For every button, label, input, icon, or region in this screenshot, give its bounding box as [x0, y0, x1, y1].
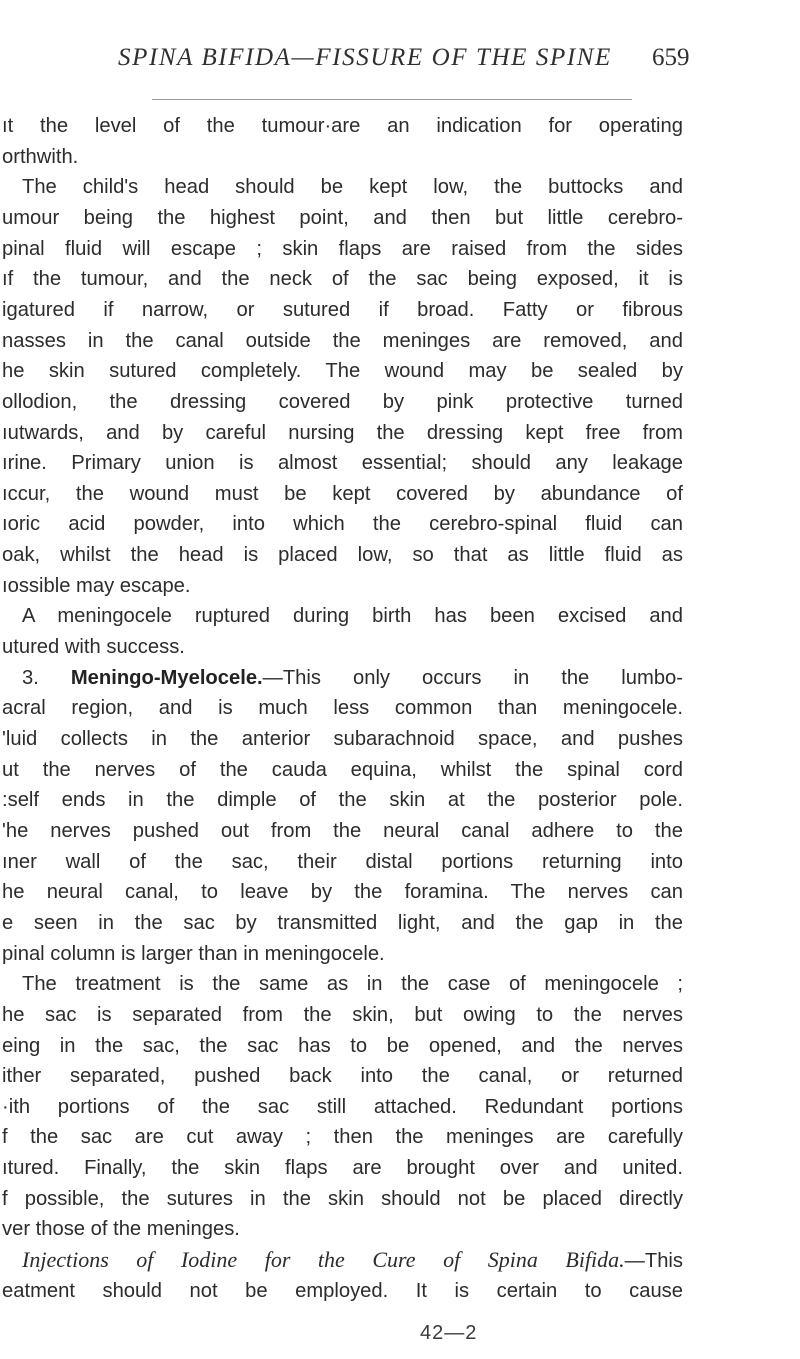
text-line: ıossible may escape.	[2, 574, 191, 597]
text-line: umour being the highest point, and then but little cerebro-	[2, 206, 683, 229]
text-line: ut the nerves of the cauda equina, whilst the spinal cord	[2, 758, 683, 781]
section-number: 3.	[22, 666, 71, 689]
text-line: ıoric acid powder, into which the cerebro-spinal fluid can	[2, 513, 683, 536]
text-line: pinal column is larger than in meningocele.	[2, 942, 385, 965]
text-line: ıccur, the wound must be kept covered by abundance of	[2, 482, 683, 505]
text-line: orthwith.	[2, 145, 79, 168]
italic-subheading: Injections of Iodine for the Cure of Spina Bifida.	[22, 1247, 625, 1273]
text-line: :self ends in the dimple of the skin at the posterior pole.	[2, 789, 683, 812]
text-line: ıt the level of the tumour·are an indication for operating	[2, 115, 683, 137]
running-head	[0, 44, 800, 94]
text-line: pinal fluid will escape ; skin flaps are raised from the sides	[2, 237, 683, 260]
text-line: eing in the sac, the sac has to be opened, and the nerves	[2, 1034, 683, 1057]
header-rule	[152, 99, 632, 100]
text-line: he skin sutured completely. The wound may be sealed by	[2, 360, 683, 383]
text-line: e seen in the sac by transmitted light, and the gap in the	[2, 911, 683, 934]
text-line: ıutwards, and by careful nursing the dressing kept free from	[2, 421, 683, 444]
section-heading: Meningo-Myelocele.	[70, 666, 263, 689]
text-line: oak, whilst the head is placed low, so that as little fluid as	[2, 544, 683, 567]
text-line: f possible, the sutures in the skin should not be placed directly	[2, 1187, 683, 1210]
page-number: 659	[652, 44, 690, 71]
text-line: ıtured. Finally, the skin flaps are brought over and united.	[2, 1157, 683, 1180]
text-line: utured with success.	[2, 636, 185, 659]
text-line: A meningocele ruptured during birth has been excised and	[22, 605, 683, 628]
text-line: ıner wall of the sac, their distal portions returning into	[2, 850, 683, 873]
text-line: ·ith portions of the sac still attached. Redundant portions	[2, 1095, 683, 1118]
text-line: 'luid collects in the anterior subarachnoid space, and pushes	[2, 728, 683, 750]
text-line	[22, 662, 683, 694]
text-line: The child's head should be kept low, the buttocks and	[22, 176, 683, 199]
text-line: he neural canal, to leave by the foramina. The nerves can	[2, 881, 683, 904]
text-line: ver those of the meninges.	[2, 1218, 240, 1241]
signature-mark: 42—2	[420, 1322, 478, 1344]
text-line: igatured if narrow, or sutured if broad. Fatty or fibrous	[2, 298, 683, 321]
text-line: 'he nerves pushed out from the neural canal adhere to the	[2, 819, 683, 842]
running-title: SPINA BIFIDA—FISSURE OF THE SPINE	[118, 44, 612, 71]
subheading-rest: —This	[624, 1250, 683, 1273]
text-line: acral region, and is much less common than meningocele.	[2, 697, 683, 720]
text-line: f the sac are cut away ; then the meninges are carefully	[2, 1126, 683, 1149]
text-line: ıf the tumour, and the neck of the sac being exposed, it is	[2, 268, 683, 291]
text-line: eatment should not be employed. It is certain to cause	[2, 1279, 683, 1302]
text-line	[22, 1244, 683, 1276]
text-line: he sac is separated from the skin, but owing to the nerves	[2, 1003, 683, 1026]
text-line: ollodion, the dressing covered by pink protective turned	[2, 390, 683, 413]
text-line: The treatment is the same as in the case of meningocele ;	[22, 973, 683, 996]
text-line: ither separated, pushed back into the canal, or returned	[2, 1065, 683, 1088]
text-line: ırine. Primary union is almost essential; should any leakage	[2, 452, 683, 475]
text-line: nasses in the canal outside the meninges are removed, and	[2, 329, 683, 352]
section-heading-rest: —This only occurs in the lumbo-	[262, 666, 683, 689]
